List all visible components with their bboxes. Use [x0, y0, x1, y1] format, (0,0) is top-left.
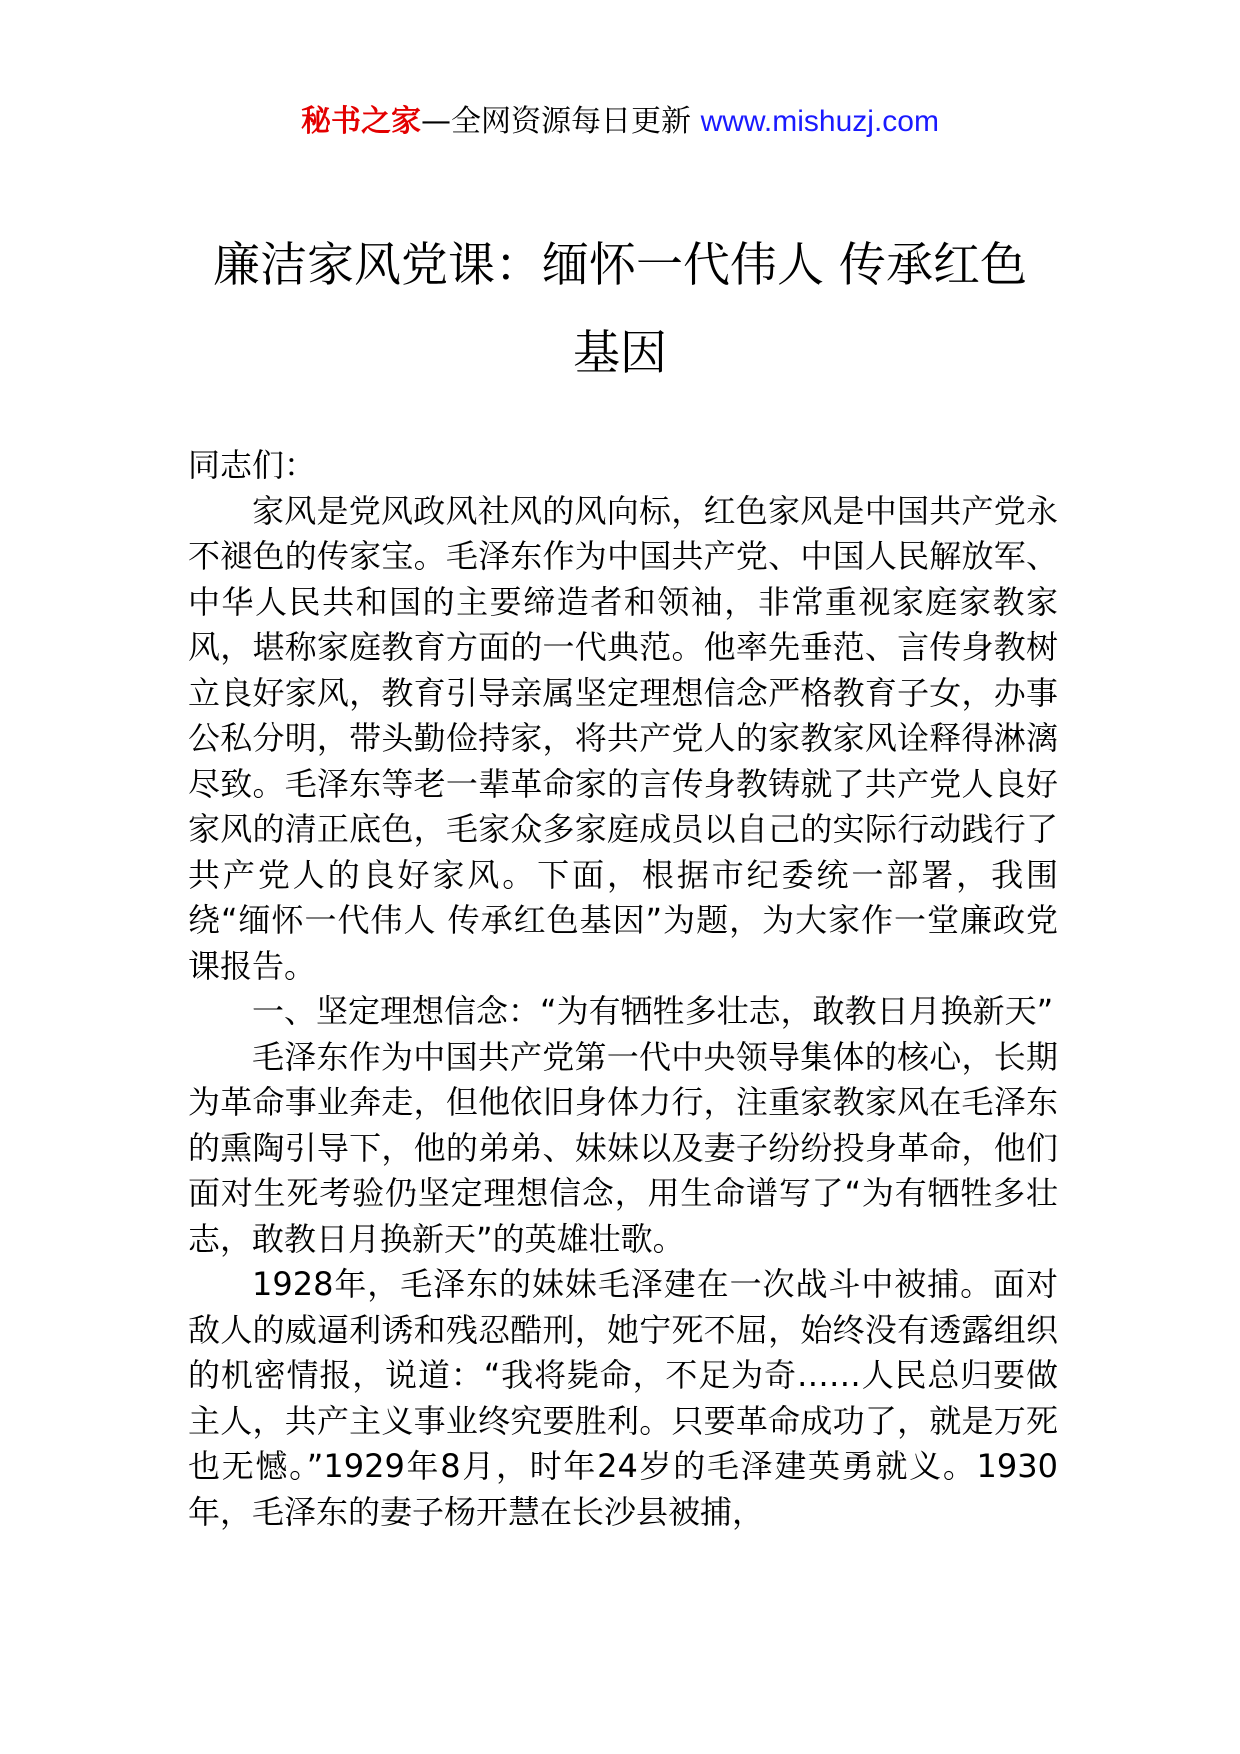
salutation: 同志们：	[188, 446, 317, 484]
paragraph-history: 1928年，毛泽东的妹妹毛泽建在一次战斗中被捕。面对敌人的威逼利诱和残忍酷刑，她宁死不屈，始终没有透露组织的机密情报，说道：“我将毙命，不足为奇……人民总归要做主人，共产主义事业终究要胜利。只要革命成功了，就是万死也无憾。”1929年8月，时年24岁的毛泽建英勇就义。1930年，毛泽东的妻子杨开慧在长沙县被捕，	[188, 1265, 1058, 1531]
site-url[interactable]: www.mishuzj.com	[700, 105, 939, 138]
document-title	[0, 222, 1240, 398]
site-brand: 秘书之家	[301, 104, 422, 139]
title-line-2: 基因	[573, 326, 667, 381]
title-line-1: 廉洁家风党课：缅怀一代伟人 传承红色	[213, 238, 1027, 293]
section-heading-1: 一、坚定理想信念：“为有牺牲多壮志，敢教日月换新天”	[252, 992, 1054, 1030]
site-tagline: —全网资源每日更新	[421, 104, 701, 139]
paragraph-intro: 家风是党风政风社风的风向标，红色家风是中国共产党永不褪色的传家宝。毛泽东作为中国共产党、中国人民解放军、中华人民共和国的主要缔造者和领袖，非常重视家庭家教家风，堪称家庭教育方面的一代典范。他率先垂范、言传身教树立良好家风，教育引导亲属坚定理想信念严格教育子女，办事公私分明，带头勤俭持家，将共产党人的家教家风诠释得淋漓尽致。毛泽东等老一辈革命家的言传身教铸就了共产党人良好家风的清正底色，毛家众多家庭成员以自己的实际行动践行了共产党人的良好家风。下面，根据市纪委统一部署，我围绕“缅怀一代伟人 传承红色基因”为题，为大家作一堂廉政党课报告。	[188, 491, 1058, 985]
paragraph-section-1: 毛泽东作为中国共产党第一代中央领导集体的核心，长期为革命事业奔走，但他依旧身体力行，注重家教家风在毛泽东的熏陶引导下，他的弟弟、妹妹以及妻子纷纷投身革命，他们面对生死考验仍坚定理想信念，用生命谱写了“为有牺牲多壮志，敢教日月换新天”的英雄壮歌。	[188, 1037, 1058, 1258]
site-header	[0, 100, 1240, 144]
document-body	[188, 443, 1058, 1535]
